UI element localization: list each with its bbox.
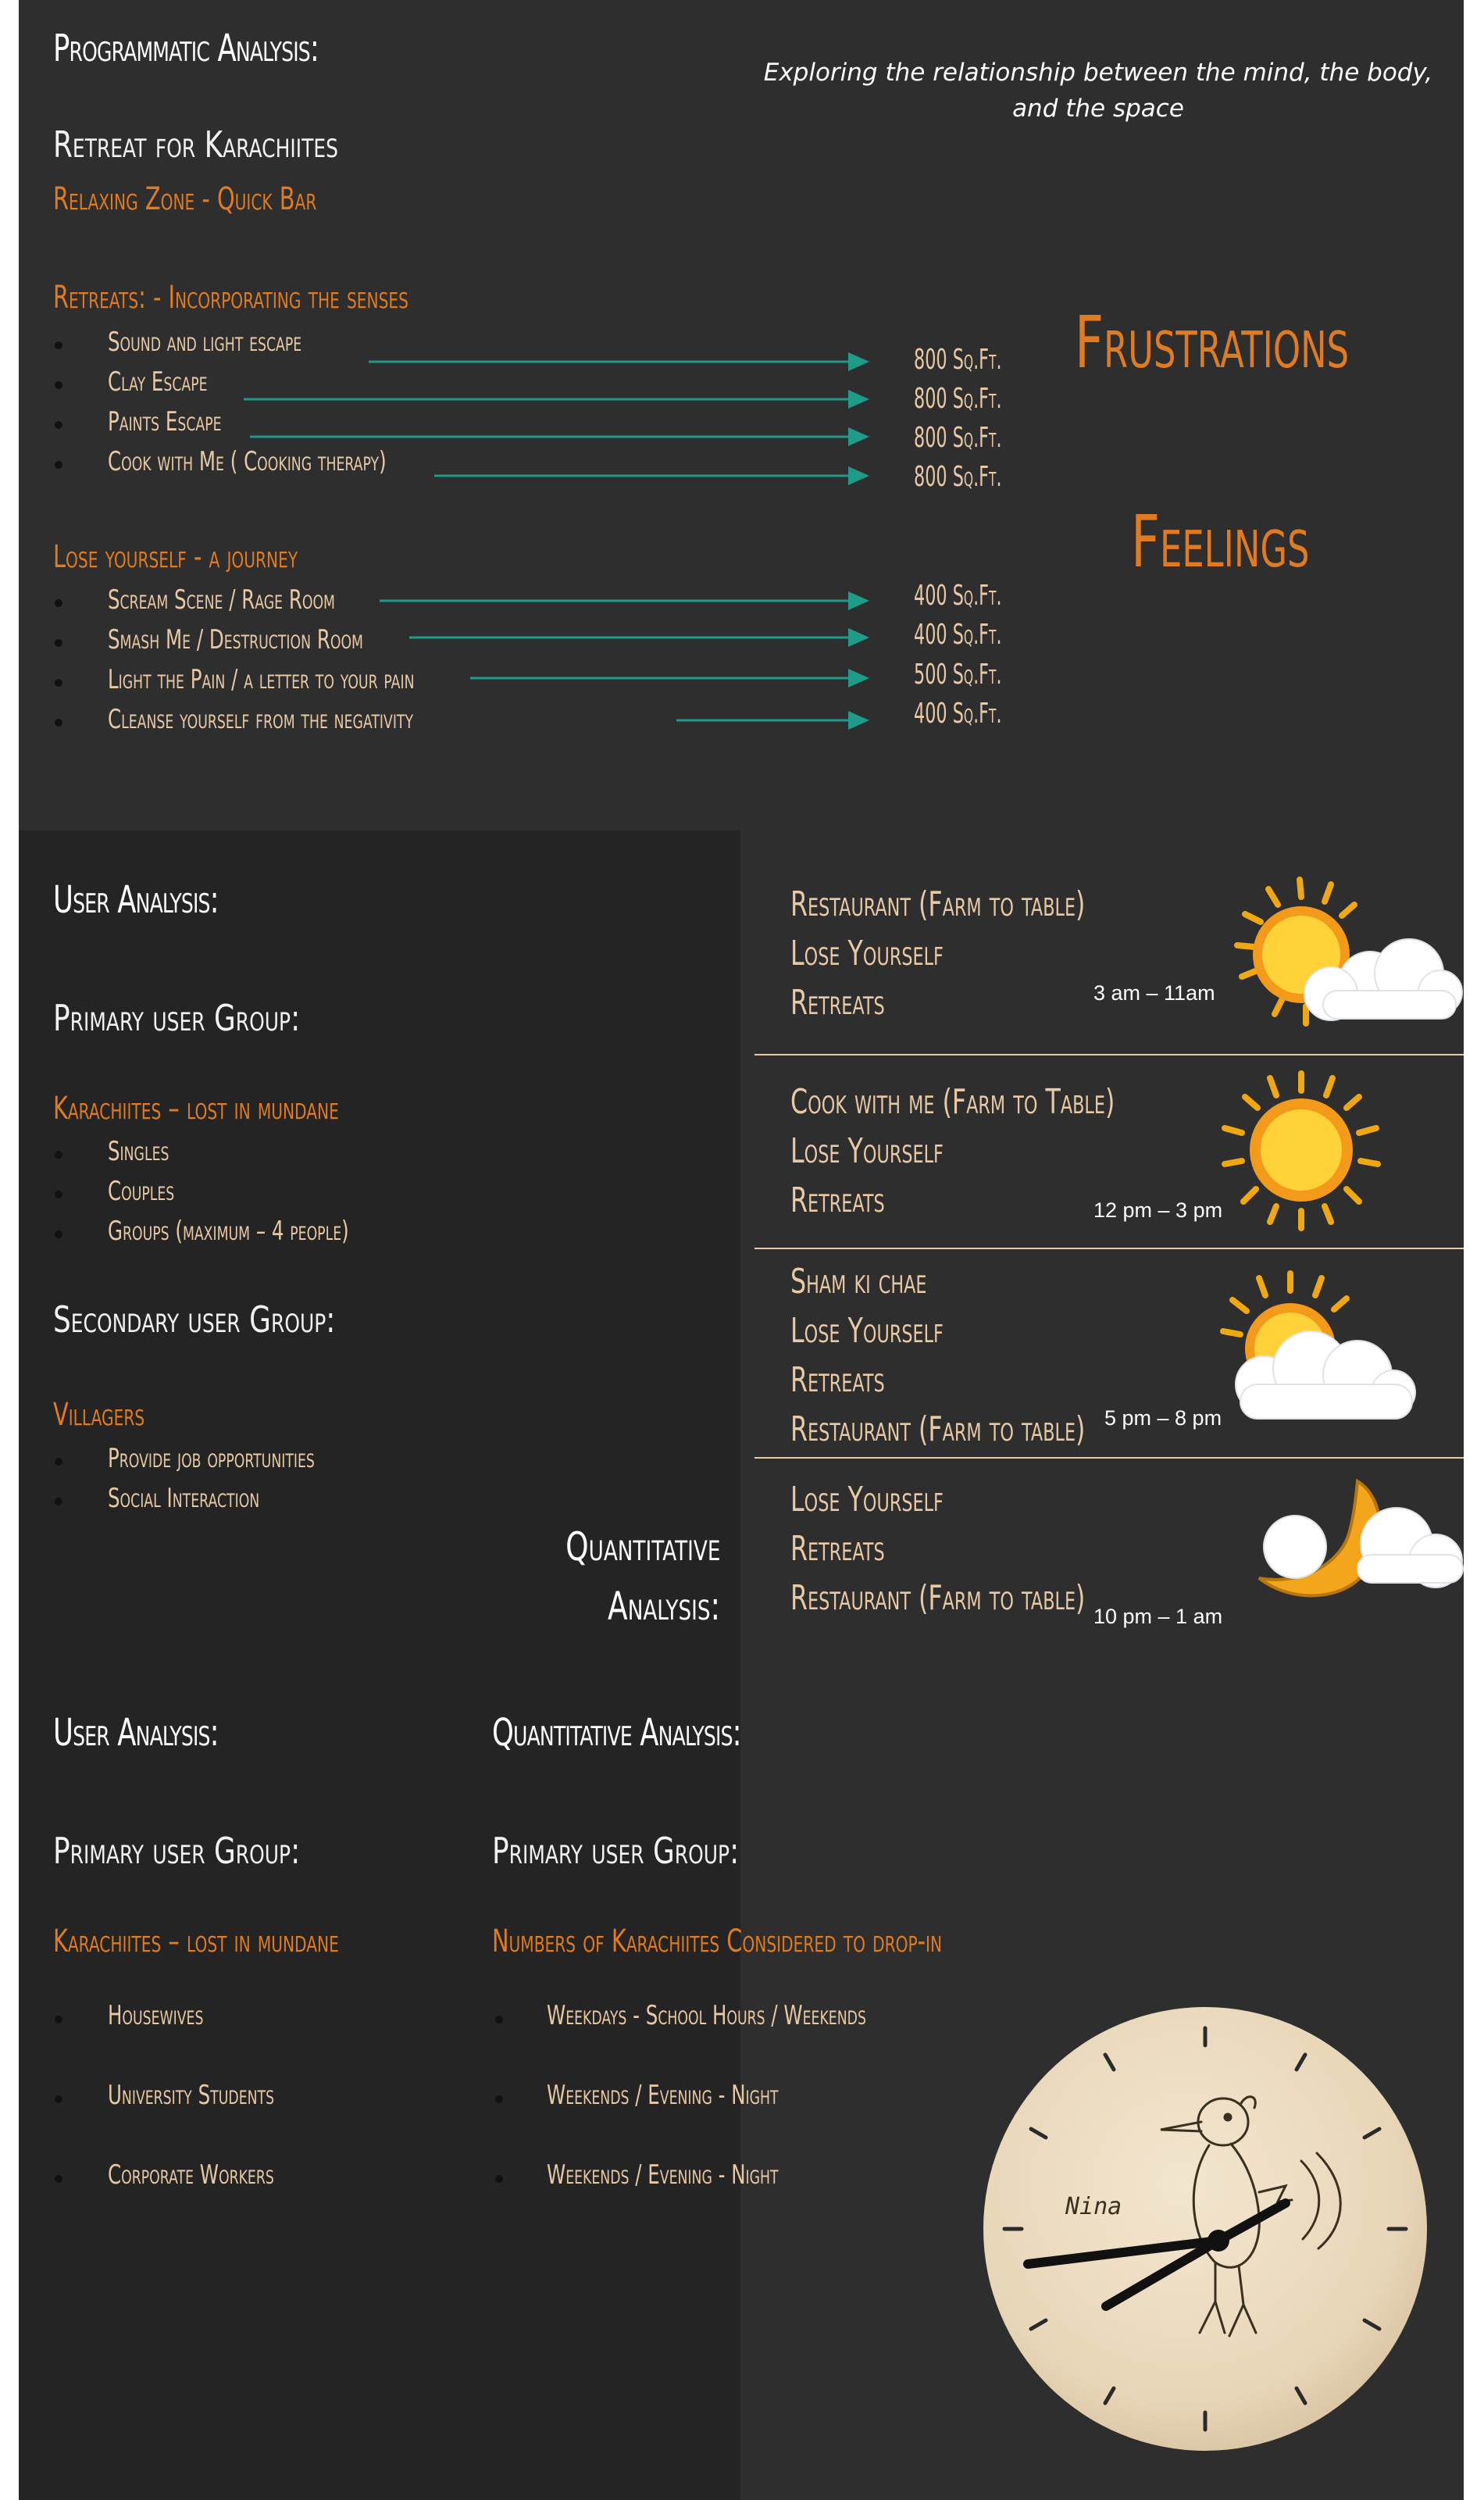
sun-cloud-icon	[1209, 1267, 1428, 1431]
primary-group-item: Singles	[108, 1136, 169, 1167]
lose-item: Smash Me / Destruction Room	[108, 624, 363, 655]
clock-signature: Nina	[1065, 2193, 1122, 2220]
lose-area: 400 Sq.Ft.	[914, 698, 1002, 730]
quantitative-label-line2: Analysis:	[607, 1584, 720, 1629]
schedule-activity: Restaurant (Farm to table)	[790, 1578, 1086, 1618]
lose-item: Light the Pain / a letter to your pain	[108, 664, 415, 695]
primary-group-name-2: Karachiites – lost in mundane	[53, 1923, 339, 1959]
bullet	[55, 1458, 62, 1466]
secondary-group-item: Social Interaction	[108, 1483, 260, 1514]
schedule-activity: Lose Yourself	[790, 1131, 944, 1171]
programmatic-subtitle: Exploring the relationship between the mind, the body, and the space	[763, 59, 1433, 123]
retreat-item: Cook with Me ( Cooking therapy)	[108, 446, 387, 477]
schedule-time: 5 pm – 8 pm	[1104, 1406, 1222, 1430]
retreat-item: Sound and light escape	[108, 327, 302, 358]
user-analysis-panel	[19, 830, 740, 2500]
retreats-heading: Retreats: - Incorporating the senses	[53, 280, 408, 316]
user-item: Housewives	[108, 2000, 204, 2031]
primary-group-name: Karachiites – lost in mundane	[53, 1091, 339, 1127]
quantitative-item: Weekends / Evening - Night	[547, 2080, 779, 2111]
bullet	[55, 341, 62, 349]
retreat-item: Clay Escape	[108, 366, 208, 398]
primary-group-item: Groups (maximum – 4 people)	[108, 1216, 349, 1247]
quantitative-heading: Numbers of Karachiites Considered to drop-in	[492, 1923, 943, 1959]
secondary-group-name: Villagers	[53, 1397, 145, 1433]
quantitative-primary-heading: Primary user Group:	[492, 1830, 740, 1872]
lose-item: Cleanse yourself from the negativity	[108, 704, 414, 735]
bullet	[55, 2095, 62, 2103]
sun-cloud-icon	[1214, 873, 1464, 1038]
bullet	[55, 461, 62, 469]
retreat-area: 800 Sq.Ft.	[914, 383, 1002, 415]
bullet	[495, 2016, 503, 2023]
quantitative-label-line1: Quantitative	[565, 1524, 720, 1570]
secondary-group-item: Provide job opportunities	[108, 1443, 315, 1474]
quantitative-title: Quantitative Analysis:	[492, 1711, 741, 1755]
schedule-time: 10 pm – 1 am	[1093, 1605, 1223, 1628]
bullet	[495, 2175, 503, 2183]
schedule-activity: Retreats	[790, 1529, 885, 1569]
schedule-time: 3 am – 11am	[1093, 981, 1215, 1005]
bullet	[55, 1151, 62, 1159]
programmatic-title: Programmatic Analysis:	[53, 27, 319, 70]
primary-group-heading-2: Primary user Group:	[53, 1830, 301, 1872]
retreat-item: Paints Escape	[108, 406, 222, 438]
schedule-divider	[754, 1248, 1464, 1249]
bullet	[55, 421, 62, 429]
schedule-activity: Retreats	[790, 1360, 885, 1400]
schedule-activity: Cook with me (Farm to Table)	[790, 1082, 1115, 1122]
bullet	[55, 679, 62, 687]
feelings-label: Feelings	[1131, 500, 1310, 584]
schedule-activity: Sham ki chae	[790, 1262, 927, 1302]
bullet	[55, 719, 62, 727]
sun-icon	[1214, 1069, 1401, 1241]
bullet	[55, 1191, 62, 1198]
retreat-area: 800 Sq.Ft.	[914, 422, 1002, 454]
lose-area: 400 Sq.Ft.	[914, 619, 1002, 651]
primary-group-heading: Primary user Group:	[53, 997, 301, 1039]
bullet	[55, 1498, 62, 1505]
schedule-divider	[754, 1054, 1464, 1055]
lose-area: 400 Sq.Ft.	[914, 580, 1002, 612]
schedule-activity: Lose Yourself	[790, 1480, 944, 1520]
quantitative-item: Weekends / Evening - Night	[547, 2159, 779, 2191]
lose-item: Scream Scene / Rage Room	[108, 584, 335, 616]
quantitative-item: Weekdays - School Hours / Weekends	[547, 2000, 866, 2031]
schedule-activity: Lose Yourself	[790, 934, 944, 973]
bullet	[495, 2095, 503, 2103]
bullet	[55, 1230, 62, 1238]
relaxing-zone: Relaxing Zone - Quick Bar	[53, 181, 317, 217]
user-item: University Students	[108, 2080, 275, 2111]
schedule-activity: Restaurant (Farm to table)	[790, 1409, 1086, 1449]
frustrations-label: Frustrations	[1075, 301, 1350, 384]
user-analysis-title-2: User Analysis:	[53, 1711, 219, 1755]
secondary-group-heading: Secondary user Group:	[53, 1298, 336, 1341]
primary-group-item: Couples	[108, 1176, 175, 1207]
lose-heading: Lose yourself - a journey	[53, 539, 298, 575]
schedule-divider	[754, 1457, 1464, 1459]
schedule-activity: Retreats	[790, 983, 885, 1023]
clock-image	[981, 2005, 1429, 2453]
bullet	[55, 2175, 62, 2183]
retreat-area: 800 Sq.Ft.	[914, 344, 1002, 376]
bullet	[55, 2016, 62, 2023]
bullet	[55, 639, 62, 647]
schedule-activity: Retreats	[790, 1180, 885, 1220]
retreat-title: Retreat for Karachiites	[53, 123, 338, 166]
retreat-area: 800 Sq.Ft.	[914, 461, 1002, 493]
bullet	[55, 599, 62, 607]
schedule-time: 12 pm – 3 pm	[1093, 1198, 1223, 1222]
moon-cloud-icon	[1240, 1469, 1467, 1609]
schedule-activity: Restaurant (Farm to table)	[790, 884, 1086, 924]
lose-area: 500 Sq.Ft.	[914, 659, 1002, 691]
schedule-activity: Lose Yourself	[790, 1311, 944, 1351]
bullet	[55, 381, 62, 389]
user-item: Corporate Workers	[108, 2159, 274, 2191]
clock-hub	[1208, 2230, 1229, 2252]
user-analysis-title: User Analysis:	[53, 878, 219, 922]
